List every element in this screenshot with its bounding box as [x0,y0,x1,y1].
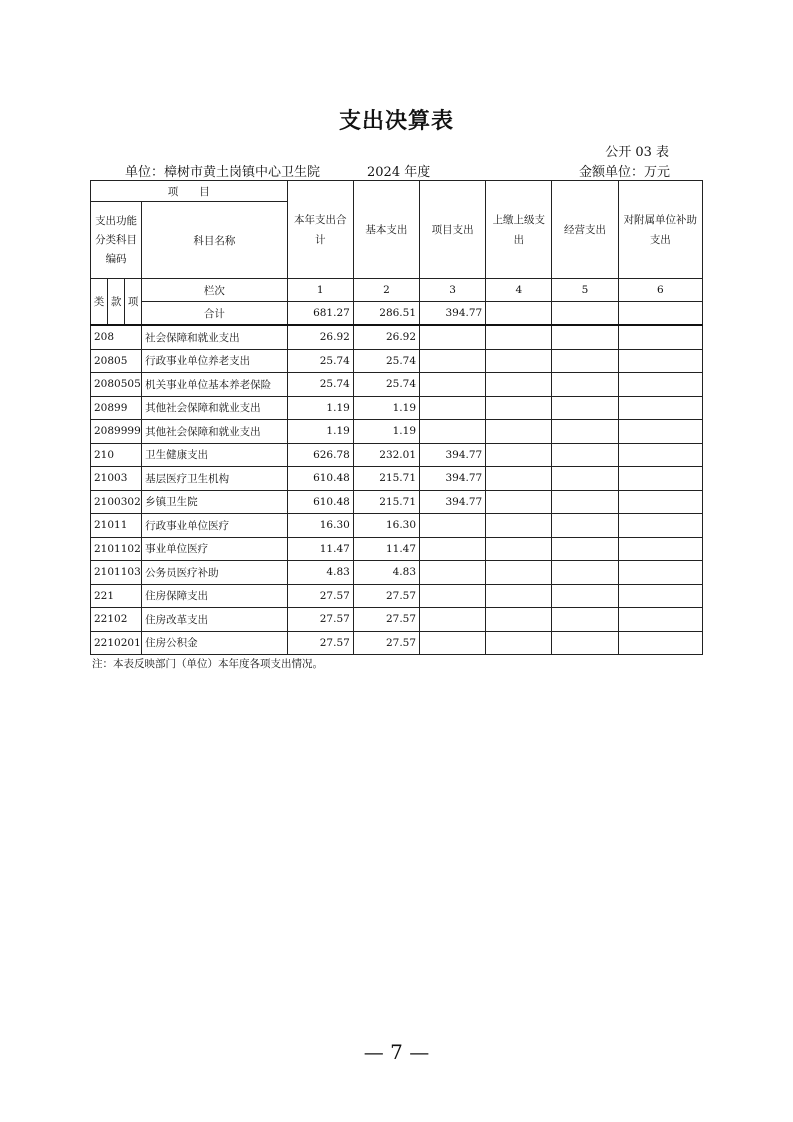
amount-unit: 金额单位：万元 [578,165,670,180]
row-project [420,608,486,632]
row-basic: 27.57 [353,631,419,655]
table-row [91,490,703,514]
row-subsidy [618,443,702,467]
row-remit [486,490,552,514]
total-remit [486,302,552,326]
row-remit [486,420,552,444]
table-row [91,584,703,608]
row-project: 394.77 [420,443,486,467]
row-project [420,584,486,608]
table-row [91,631,703,655]
total-value: 681.27 [287,302,353,326]
row-total: 16.30 [287,514,353,538]
header-row-1 [91,181,703,202]
row-subsidy [618,631,702,655]
row-remit [486,584,552,608]
col-num-1: 1 [287,279,353,302]
table-row [91,443,703,467]
row-subsidy [618,349,702,373]
row-name: 行政事业单位医疗 [142,514,287,538]
row-operate [552,373,618,397]
row-remit [486,467,552,491]
row-total: 25.74 [287,349,353,373]
xiang-label: 项 [125,279,142,326]
col-project-header: 项目支出 [420,181,486,279]
table-row [91,537,703,561]
row-code: 22102 [91,608,142,632]
row-subsidy [618,325,702,349]
row-name: 卫生健康支出 [142,443,287,467]
row-total: 4.83 [287,561,353,585]
row-basic: 25.74 [353,349,419,373]
row-name: 住房公积金 [142,631,287,655]
row-subsidy [618,537,702,561]
row-basic: 26.92 [353,325,419,349]
table-row [91,373,703,397]
row-subsidy [618,373,702,397]
col-remit-header: 上缴上级支出 [486,181,552,279]
row-total: 1.19 [287,396,353,420]
row-remit [486,561,552,585]
row-basic: 4.83 [353,561,419,585]
page-number: — 7 — [363,1040,430,1064]
row-basic: 27.57 [353,584,419,608]
lei-label: 类 [91,279,108,326]
row-subsidy [618,467,702,491]
row-basic: 25.74 [353,373,419,397]
row-total: 626.78 [287,443,353,467]
col-total-header: 本年支出合计 [287,181,353,279]
row-code: 221 [91,584,142,608]
row-total: 1.19 [287,420,353,444]
row-name: 公务员医疗补助 [142,561,287,585]
row-name: 行政事业单位养老支出 [142,349,287,373]
table-row [91,561,703,585]
row-project: 394.77 [420,467,486,491]
row-operate [552,443,618,467]
row-code: 2210201 [91,631,142,655]
row-operate [552,325,618,349]
row-basic: 1.19 [353,396,419,420]
row-code: 2101103 [91,561,142,585]
table-row [91,325,703,349]
row-name: 其他社会保障和就业支出 [142,396,287,420]
row-name: 其他社会保障和就业支出 [142,420,287,444]
row-project [420,396,486,420]
row-name: 住房改革支出 [142,608,287,632]
row-operate [552,584,618,608]
lanci-label: 栏次 [142,279,287,302]
row-total: 610.48 [287,467,353,491]
row-code: 20805 [91,349,142,373]
table-row [91,467,703,491]
row-basic: 16.30 [353,514,419,538]
row-basic: 215.71 [353,467,419,491]
row-operate [552,396,618,420]
row-code: 2100302 [91,490,142,514]
row-remit [486,443,552,467]
row-operate [552,349,618,373]
row-code: 2089999 [91,420,142,444]
row-subsidy [618,514,702,538]
total-project: 394.77 [420,302,486,326]
header-row-3 [91,279,703,302]
table-note: 注：本表反映部门（单位）本年度各项支出情况。 [92,658,323,670]
row-subsidy [618,561,702,585]
row-name: 机关事业单位基本养老保险 [142,373,287,397]
expenditure-table [90,180,703,655]
row-total: 610.48 [287,490,353,514]
row-remit [486,325,552,349]
row-total: 27.57 [287,631,353,655]
table-row [91,349,703,373]
row-total: 26.92 [287,325,353,349]
row-remit [486,631,552,655]
row-total: 27.57 [287,608,353,632]
page-title: 支出决算表 [338,109,454,134]
form-number: 公开 03 表 [605,145,669,160]
row-basic: 1.19 [353,420,419,444]
year-label: 2024 年度 [367,165,431,180]
row-name: 乡镇卫生院 [142,490,287,514]
row-basic: 11.47 [353,537,419,561]
row-subsidy [618,584,702,608]
total-label: 合计 [142,302,287,326]
col-num-3: 3 [420,279,486,302]
col-subsidy-header: 对附属单位补助支出 [618,181,702,279]
row-project [420,631,486,655]
row-operate [552,490,618,514]
row-project [420,561,486,585]
row-project: 394.77 [420,490,486,514]
row-code: 2101102 [91,537,142,561]
col-num-5: 5 [552,279,618,302]
func-code-header: 支出功能分类科目编码 [91,202,142,279]
row-operate [552,631,618,655]
row-code: 208 [91,325,142,349]
row-name: 社会保障和就业支出 [142,325,287,349]
row-code: 2080505 [91,373,142,397]
row-operate [552,514,618,538]
total-row [91,302,703,326]
total-basic: 286.51 [353,302,419,326]
item-header: 项 目 [91,181,288,202]
table-row [91,608,703,632]
row-project [420,537,486,561]
row-project [420,325,486,349]
row-total: 25.74 [287,373,353,397]
row-subsidy [618,490,702,514]
row-name: 基层医疗卫生机构 [142,467,287,491]
row-remit [486,514,552,538]
row-project [420,349,486,373]
row-operate [552,608,618,632]
row-project [420,420,486,444]
table-row [91,396,703,420]
total-subsidy [618,302,702,326]
row-remit [486,537,552,561]
row-remit [486,608,552,632]
row-basic: 215.71 [353,490,419,514]
col-operate-header: 经营支出 [552,181,618,279]
row-operate [552,561,618,585]
col-num-4: 4 [486,279,552,302]
row-subsidy [618,420,702,444]
unit-line [125,161,670,179]
row-operate [552,537,618,561]
row-code: 21011 [91,514,142,538]
col-num-6: 6 [618,279,702,302]
row-basic: 232.01 [353,443,419,467]
row-name: 住房保障支出 [142,584,287,608]
row-remit [486,396,552,420]
row-basic: 27.57 [353,608,419,632]
row-operate [552,420,618,444]
row-code: 20899 [91,396,142,420]
row-subsidy [618,396,702,420]
row-operate [552,467,618,491]
total-operate [552,302,618,326]
subject-name-header: 科目名称 [142,202,287,279]
row-subsidy [618,608,702,632]
kuan-label: 款 [108,279,125,326]
row-remit [486,373,552,397]
row-project [420,514,486,538]
row-code: 210 [91,443,142,467]
unit-label: 单位：樟树市黄土岗镇中心卫生院 [125,165,321,180]
row-project [420,373,486,397]
col-basic-header: 基本支出 [353,181,419,279]
row-total: 11.47 [287,537,353,561]
row-code: 21003 [91,467,142,491]
row-name: 事业单位医疗 [142,537,287,561]
row-remit [486,349,552,373]
table-row [91,420,703,444]
row-total: 27.57 [287,584,353,608]
table-row [91,514,703,538]
col-num-2: 2 [353,279,419,302]
